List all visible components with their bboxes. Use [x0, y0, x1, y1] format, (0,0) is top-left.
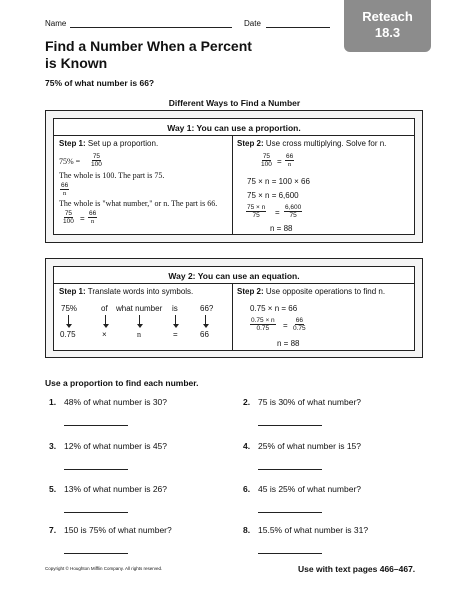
ways-heading: Different Ways to Find a Number [168, 98, 301, 108]
way1-hdivider [53, 135, 415, 136]
way2-vdivider [232, 283, 233, 351]
way2-s2-frac-right: $\frac{66}{0.75}$ [293, 317, 306, 332]
down-arrow-icon [68, 315, 69, 325]
answer-line[interactable] [258, 469, 322, 470]
badge-title: Reteach [362, 9, 413, 24]
instructions: Use a proportion to find each number. [45, 378, 199, 388]
way2-sym-eq: = [173, 330, 178, 339]
way1-eq1: 75% = [59, 157, 81, 166]
date-line[interactable] [266, 27, 330, 28]
way2-hdivider [53, 283, 415, 284]
problem-number: 1. [49, 397, 57, 407]
problem-number: 7. [49, 525, 57, 535]
problem-number: 5. [49, 484, 57, 494]
problem-text: 150 is 75% of what number? [64, 525, 172, 535]
answer-line[interactable] [64, 512, 128, 513]
way2-s2-eq: = [283, 321, 288, 330]
way1-s2-line3: 75 × n = 6,600 [247, 191, 299, 200]
answer-line[interactable] [64, 469, 128, 470]
problem-number: 2. [243, 397, 251, 407]
example-question: 75% of what number is 66? [45, 78, 155, 88]
down-arrow-icon [175, 315, 176, 325]
answer-line[interactable] [64, 553, 128, 554]
way2-step2: Step 2: Use opposite operations to find n. [237, 287, 386, 296]
down-arrow-icon [139, 315, 140, 325]
answer-line[interactable] [258, 425, 322, 426]
problem-text: 25% of what number is 15? [258, 441, 362, 451]
problem-text: 15.5% of what number is 31? [258, 525, 369, 535]
way1-frac1: $\frac{75}{100}$ [91, 153, 102, 168]
way1-title: Way 1: You can use a proportion. [167, 123, 301, 133]
problem-number: 6. [243, 484, 251, 494]
reteach-badge [344, 0, 431, 52]
date-label: Date [244, 19, 261, 28]
way2-s2-line1: 0.75 × n = 66 [250, 304, 298, 313]
way1-prop-right: $\frac{66}{n}$ [89, 210, 97, 225]
way1-prop-left: $\frac{75}{100}$ [63, 210, 74, 225]
problem-number: 4. [243, 441, 251, 451]
way1-whole-text: The whole is 100. The part is 75. [59, 171, 165, 180]
way1-step1: Step 1: Set up a proportion. [59, 139, 159, 148]
badge-lesson: 18.3 [374, 25, 401, 40]
problem-number: 8. [243, 525, 251, 535]
way2-step1: Step 1: Translate words into symbols. [59, 287, 194, 296]
problem-text: 13% of what number is 26? [64, 484, 168, 494]
name-label: Name [45, 19, 67, 28]
way1-step2: Step 2: Use cross multiplying. Solve for n. [237, 139, 387, 148]
way1-s2-line5: n = 88 [270, 224, 293, 233]
way2-sym-n: n [137, 330, 141, 339]
way2-word-is: is [172, 304, 178, 313]
page-title: Find a Number When a Percent is Known [45, 38, 252, 71]
down-arrow-icon [205, 315, 206, 325]
answer-line[interactable] [64, 425, 128, 426]
down-arrow-icon [105, 315, 106, 325]
copyright: Copyright © Houghton Mifflin Company. All rights reserved. [45, 566, 163, 571]
problem-text: 45 is 25% of what number? [258, 484, 362, 494]
text-pages-reference: Use with text pages 466–467. [298, 564, 416, 574]
problem-number: 3. [49, 441, 57, 451]
way2-s2-line3: n = 88 [277, 339, 300, 348]
way1-s2-frac4-left: $\frac{75 \times n}{75}$ [247, 204, 266, 219]
way2-sym-times: × [102, 330, 107, 339]
way1-whole-text2: The whole is "what number," or n. The part is 66. [59, 199, 218, 208]
way2-s2-frac-left: $\frac{0.75 \times n}{0.75}$ [251, 317, 275, 332]
answer-line[interactable] [258, 553, 322, 554]
problem-text: 48% of what number is 30? [64, 397, 168, 407]
way1-s2-eq4: = [275, 208, 280, 217]
way1-s2-line2: 75 × n = 100 × 66 [247, 177, 310, 186]
way1-prop-eq: = [80, 214, 85, 223]
way1-s2-frac-right: $\frac{66}{n}$ [286, 153, 294, 168]
way1-s2-frac-left: $\frac{75}{100}$ [261, 153, 272, 168]
way2-word-of: of [101, 304, 108, 313]
way2-word-percent: 75% [61, 304, 78, 313]
way2-sym-66: 66 [200, 330, 209, 339]
answer-line[interactable] [258, 512, 322, 513]
problem-text: 12% of what number is 45? [64, 441, 168, 451]
name-line[interactable] [70, 27, 232, 28]
problem-text: 75 is 30% of what number? [258, 397, 362, 407]
way1-s2-frac4-right: $\frac{6,600}{75}$ [285, 204, 302, 219]
way1-s2-eq: = [277, 157, 282, 166]
way2-word-66: 66? [200, 304, 214, 313]
way2-sym-075: 0.75 [60, 330, 76, 339]
way2-title: Way 2: You can use an equation. [168, 271, 300, 281]
way2-word-what-number: what number [116, 304, 163, 313]
way1-frac2: $\frac{66}{n}$ [61, 182, 69, 197]
way1-vdivider [232, 135, 233, 235]
